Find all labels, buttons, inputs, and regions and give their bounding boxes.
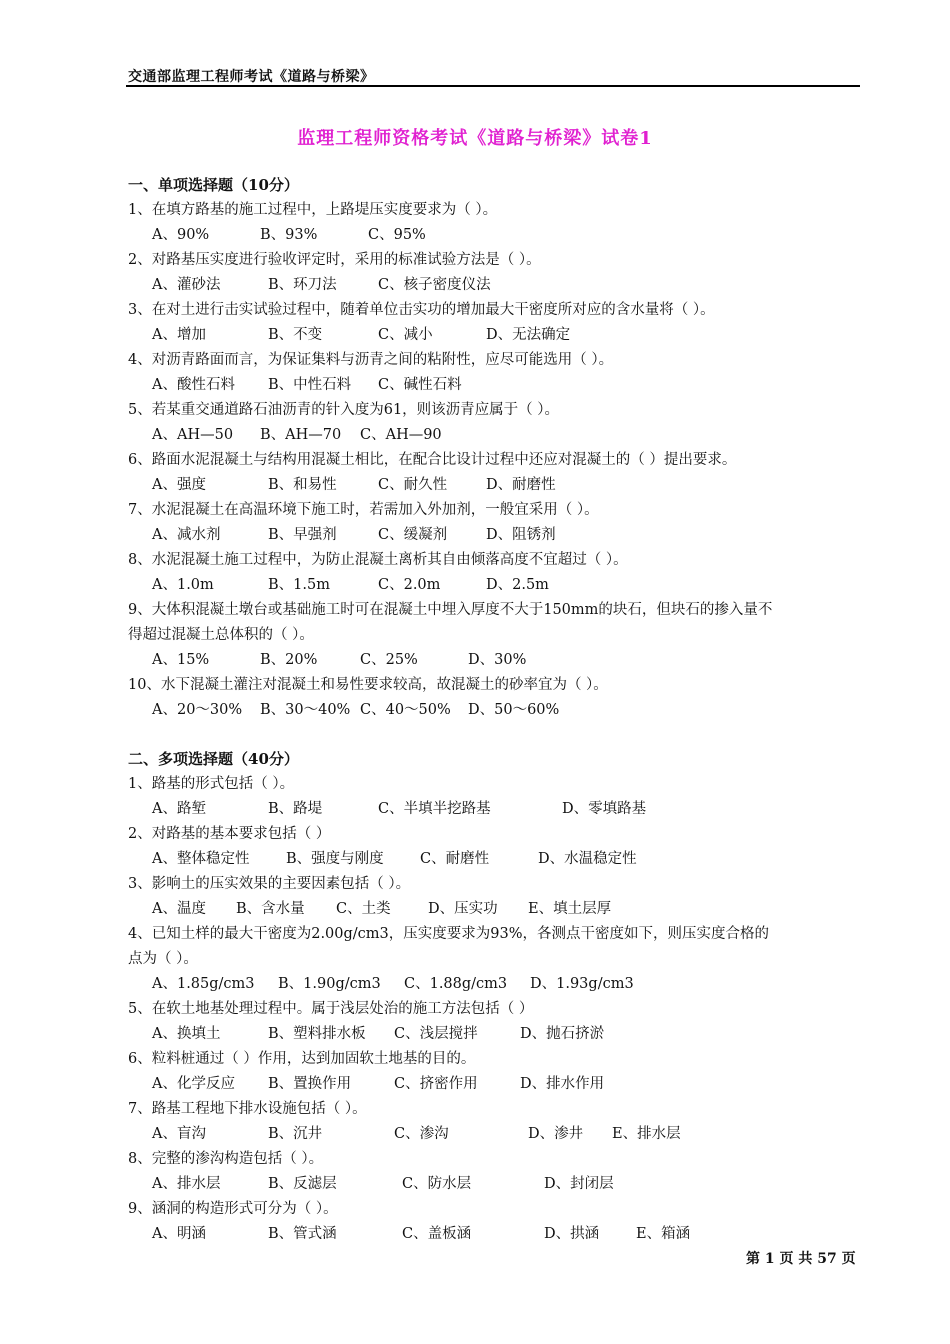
question-text: 7、路基工程地下排水设施包括（ ）。 [128, 1101, 367, 1117]
question-text: 5、在软土地基处理过程中。属于浅层处治的施工方法包括（ ） [128, 1001, 534, 1017]
option: C、土类 [336, 901, 391, 917]
option: D、水温稳定性 [538, 851, 637, 867]
option: C、防水层 [402, 1176, 472, 1192]
option: A、盲沟 [152, 1126, 206, 1142]
running-header: 交通部监理工程师考试《道路与桥梁》 [128, 69, 375, 85]
question-text: 9、涵洞的构造形式可分为（ ）。 [128, 1201, 338, 1217]
option: D、零填路基 [562, 801, 647, 817]
option: B、20% [260, 652, 318, 668]
option: B、强度与刚度 [286, 851, 384, 867]
section-heading-single-choice: 一、单项选择题（10分） [128, 176, 299, 194]
option: B、含水量 [236, 901, 305, 917]
question-text: 1、路基的形式包括（ ）。 [128, 776, 295, 792]
option: C、浅层搅拌 [394, 1026, 478, 1042]
option: D、30% [468, 652, 527, 668]
option: D、拱涵 [544, 1226, 600, 1242]
option: B、中性石料 [268, 377, 352, 393]
option: C、AH—90 [360, 427, 442, 443]
option: B、和易性 [268, 477, 337, 493]
option: A、AH—50 [152, 427, 234, 443]
option: C、40～50% [360, 702, 451, 718]
question-text: 6、路面水泥混凝土与结构用混凝土相比，在配合比设计过程中还应对混凝土的（ ）提出要求。 [128, 452, 737, 468]
option: A、路堑 [152, 801, 206, 817]
option: E、排水层 [612, 1126, 681, 1142]
option: B、不变 [268, 327, 323, 343]
option: D、无法确定 [486, 327, 571, 343]
option: A、整体稳定性 [152, 851, 250, 867]
option: A、90% [152, 227, 210, 243]
page-title: 监理工程师资格考试《道路与桥梁》试卷1 [297, 128, 653, 149]
option: D、渗井 [528, 1126, 584, 1142]
option: B、沉井 [268, 1126, 323, 1142]
option: B、1.5m [268, 577, 330, 593]
question-text: 4、已知土样的最大干密度为2.00g/cm3，压实度要求为93%，各测点干密度如下，则压实度合格的 [128, 926, 769, 942]
option: E、填土层厚 [528, 901, 612, 917]
option: B、93% [260, 227, 318, 243]
option: D、抛石挤淤 [520, 1026, 605, 1042]
option: B、早强剂 [268, 527, 337, 543]
option: C、缓凝剂 [378, 527, 448, 543]
question-text: 10、水下混凝土灌注对混凝土和易性要求较高，故混凝土的砂率宜为（ ）。 [128, 677, 608, 693]
option: D、50～60% [468, 702, 560, 718]
question-text: 8、水泥混凝土施工过程中，为防止混凝土离析其自由倾落高度不宜超过（ ）。 [128, 552, 628, 568]
option: A、化学反应 [152, 1076, 235, 1092]
option: C、减小 [378, 327, 433, 343]
option: C、25% [360, 652, 418, 668]
question-text: 2、对路基的基本要求包括（ ） [128, 826, 331, 842]
option: B、1.90g/cm3 [278, 976, 381, 992]
option: B、反滤层 [268, 1176, 337, 1192]
option: A、15% [152, 652, 210, 668]
question-text: 6、粒料桩通过（ ）作用，达到加固软土地基的目的。 [128, 1051, 476, 1067]
option: C、渗沟 [394, 1126, 449, 1142]
option: C、耐磨性 [420, 851, 490, 867]
option: A、减水剂 [152, 527, 221, 543]
option: C、盖板涵 [402, 1226, 472, 1242]
option: D、1.93g/cm3 [530, 976, 634, 992]
question-text: 9、大体积混凝土墩台或基础施工时可在混凝土中埋入厚度不大于150mm的块石，但块石的掺入量不 [128, 602, 773, 618]
option: B、塑料排水板 [268, 1026, 366, 1042]
option: C、核子密度仪法 [378, 277, 491, 293]
option: D、阻锈剂 [486, 527, 556, 543]
question-text: 3、影响土的压实效果的主要因素包括（ ）。 [128, 876, 411, 892]
option: E、箱涵 [636, 1226, 691, 1242]
option: A、1.0m [152, 577, 214, 593]
option: D、封闭层 [544, 1176, 614, 1192]
option: C、2.0m [378, 577, 441, 593]
question-text: 8、完整的渗沟构造包括（ ）。 [128, 1151, 324, 1167]
option: C、95% [368, 227, 426, 243]
question-text: 4、对沥青路面而言，为保证集料与沥青之间的粘附性，应尽可能选用（ ）。 [128, 352, 614, 368]
option: C、半填半挖路基 [378, 801, 491, 817]
option: B、置换作用 [268, 1076, 352, 1092]
option: D、压实功 [428, 901, 498, 917]
option: B、环刀法 [268, 277, 337, 293]
option: D、排水作用 [520, 1076, 605, 1092]
option: A、排水层 [152, 1176, 221, 1192]
question-text: 1、在填方路基的施工过程中，上路堤压实度要求为（ ）。 [128, 202, 498, 218]
option: A、灌砂法 [152, 277, 221, 293]
question-text: 5、若某重交通道路石油沥青的针入度为61，则该沥青应属于（ ）。 [128, 402, 560, 418]
option: C、1.88g/cm3 [404, 976, 508, 992]
question-text: 2、对路基压实度进行验收评定时，采用的标准试验方法是（ ）。 [128, 252, 541, 268]
question-text: 7、水泥混凝土在高温环境下施工时，若需加入外加剂，一般宜采用（ ）。 [128, 502, 599, 518]
question-text-continued: 点为（ ）。 [128, 951, 198, 967]
option: A、强度 [152, 477, 206, 493]
option: A、酸性石料 [152, 377, 235, 393]
option: B、AH—70 [260, 427, 342, 443]
question-text: 3、在对土进行击实试验过程中，随着单位击实功的增加最大干密度所对应的含水量将（ ）。 [128, 302, 715, 318]
question-text-continued: 得超过混凝土总体积的（ ）。 [128, 627, 314, 643]
option: D、2.5m [486, 577, 549, 593]
page-number: 第 1 页 共 57 页 [746, 1251, 856, 1267]
option: A、换填土 [152, 1026, 221, 1042]
option: B、管式涵 [268, 1226, 337, 1242]
header-rule [126, 85, 860, 87]
option: B、路堤 [268, 801, 323, 817]
option: C、耐久性 [378, 477, 448, 493]
option: A、1.85g/cm3 [152, 976, 255, 992]
option: A、明涵 [152, 1226, 206, 1242]
option: C、挤密作用 [394, 1076, 478, 1092]
option: C、碱性石料 [378, 377, 462, 393]
section-heading-multiple-choice: 二、多项选择题（40分） [128, 750, 299, 768]
option: D、耐磨性 [486, 477, 556, 493]
option: B、30～40% [260, 702, 351, 718]
option: A、20～30% [152, 702, 243, 718]
option: A、温度 [152, 901, 206, 917]
option: A、增加 [152, 327, 206, 343]
